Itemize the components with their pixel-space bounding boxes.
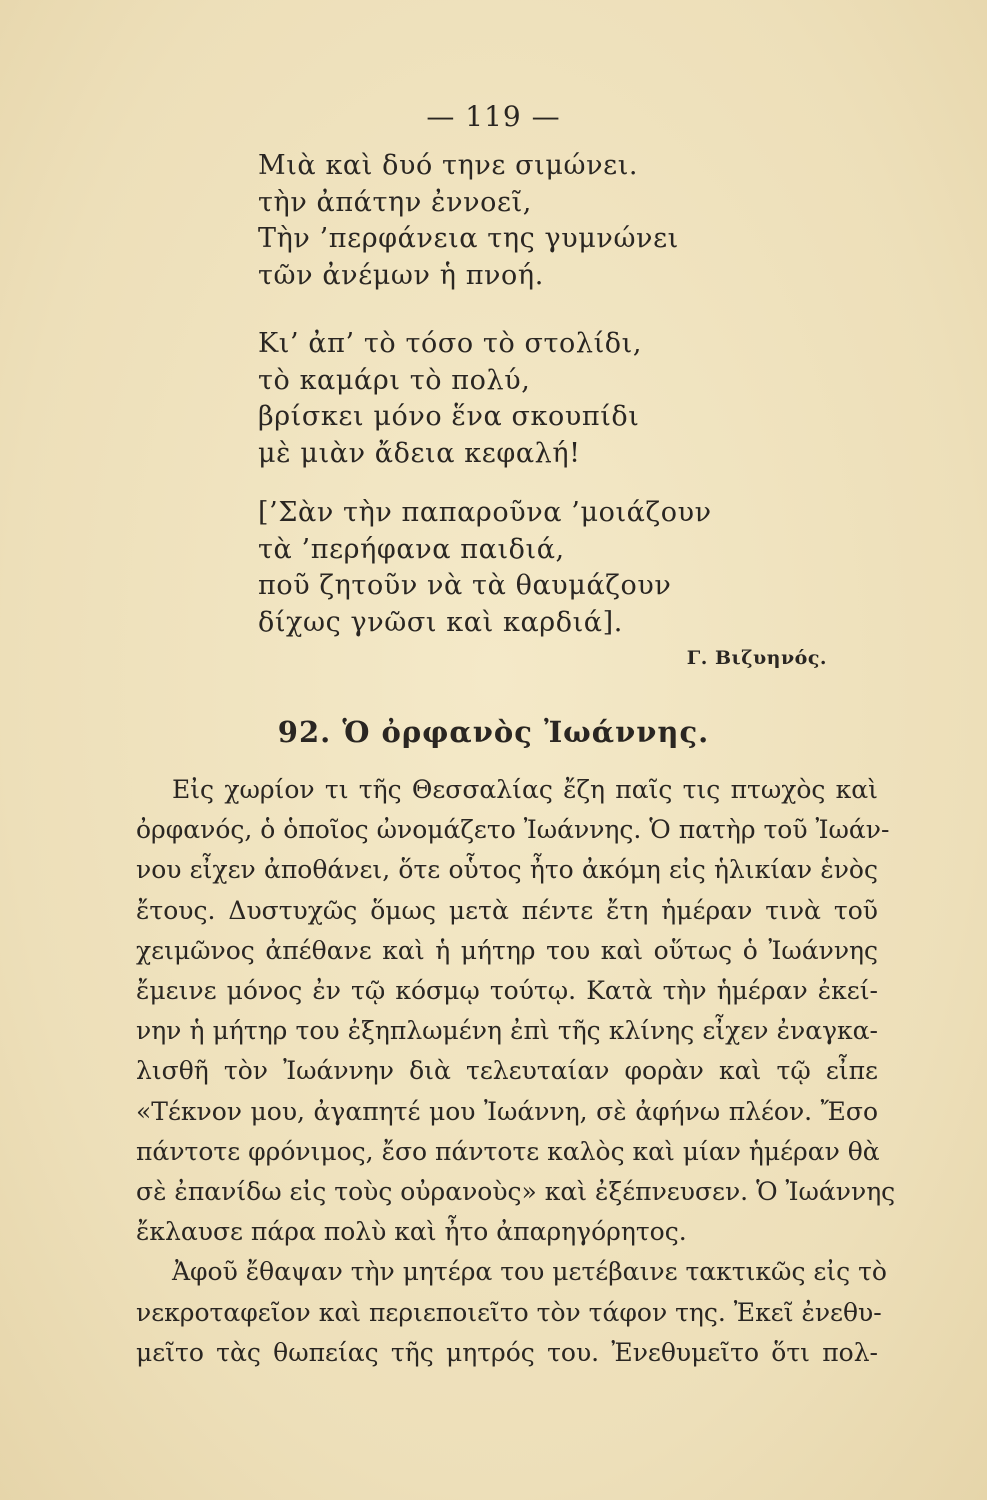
poem-line: τὴν ἀπάτην ἐννοεῖ, <box>258 186 532 218</box>
poem-stanza-1 <box>258 148 679 294</box>
poem-line: δίχως γνῶσι καὶ καρδιά]. <box>258 606 623 638</box>
prose-line: νου εἶχεν ἀποθάνει, ὅτε οὗτος ἦτο ἀκόμη εἰς ἡλικίαν ἑνὸς <box>136 855 878 885</box>
prose-line: μεῖτο τὰς θωπείας τῆς μητρός του. Ἐνεθυμεῖτο ὅτι πολ- <box>136 1337 878 1367</box>
poem-stanza-2 <box>258 326 642 472</box>
prose-line: σὲ ἐπανίδω εἰς τοὺς οὐρανοὺς» καὶ ἐξέπνευσεν. Ὁ Ἰωάννης <box>136 1177 896 1207</box>
page-number: — 119 — <box>426 100 561 133</box>
prose-line: Ἀφοῦ ἔθαψαν τὴν μητέρα του μετέβαινε τακτικῶς εἰς τὸ <box>172 1257 887 1287</box>
poem-line: ποῦ ζητοῦν νὰ τὰ θαυμάζουν <box>258 570 672 601</box>
prose-line: Εἰς χωρίον τι τῆς Θεσσαλίας ἔζη παῖς τις πτωχὸς καὶ <box>172 775 878 804</box>
prose-line: ἔτους. Δυστυχῶς ὅμως μετὰ πέντε ἔτη ἡμέραν τινὰ τοῦ <box>136 895 878 925</box>
prose-line: ὀρφανός, ὁ ὁποῖος ὠνομάζετο Ἰωάννης. Ὁ πατὴρ τοῦ Ἰωάν- <box>136 815 890 845</box>
poem-line: Κι’ ἀπ’ τὸ τόσο τὸ στολίδι, <box>258 328 643 359</box>
poem-line: βρίσκει μόνο ἕνα σκουπίδι <box>258 401 640 432</box>
prose-line: νεκροταφεῖον καὶ περιεποιεῖτο τὸν τάφον της. Ἐκεῖ ἐνεθυ- <box>136 1297 882 1327</box>
poem-line: μὲ μιὰν ἄδεια κεφαλή! <box>258 437 581 469</box>
poem-line: τῶν ἀνέμων ἡ πνοή. <box>258 259 544 291</box>
prose-line: ἔμεινε μόνος ἐν τῷ κόσμῳ τούτῳ. Κατὰ τὴν ἡμέραν ἐκεί- <box>136 976 878 1006</box>
prose-line: χειμῶνος ἀπέθανε καὶ ἡ μήτηρ του καὶ οὕτως ὁ Ἰωάννης <box>136 935 878 965</box>
poem-line: τὰ ’περήφανα παιδιά, <box>258 533 565 565</box>
poem-stanza-3 <box>258 495 712 641</box>
prose-line: «Τέκνον μου, ἀγαπητέ μου Ἰωάννη, σὲ ἀφήνω πλέον. Ἔσο <box>136 1096 878 1126</box>
prose-line: πάντοτε φρόνιμος, ἔσο πάντοτε καλὸς καὶ μίαν ἡμέραν θὰ <box>136 1136 880 1166</box>
prose-line: ἔκλαυσε πάρα πολὺ καὶ ἦτο ἀπαρηγόρητος. <box>136 1217 687 1247</box>
poem-line: Μιὰ καὶ δυό τηνε σιμώνει. <box>258 150 639 181</box>
poem-line: [’Σὰν τὴν παπαροῦνα ’μοιάζουν <box>258 497 712 528</box>
section-title: 92. Ὁ ὀρφανὸς Ἰωάννης. <box>277 715 710 749</box>
poem-line: Τὴν ’περφάνεια της γυμνώνει <box>258 223 679 254</box>
poem-line: τὸ καμάρι τὸ πολύ, <box>258 364 531 396</box>
poem-author: Γ. Βιζυηνός. <box>686 647 827 669</box>
prose-line: λισθῆ τὸν Ἰωάννην διὰ τελευταίαν φορὰν καὶ τῷ εἶπε <box>136 1056 878 1086</box>
prose-line: νην ἡ μήτηρ του ἐξηπλωμένη ἐπὶ τῆς κλίνης εἶχεν ἐναγκα- <box>136 1016 878 1046</box>
prose-body <box>136 770 896 1373</box>
